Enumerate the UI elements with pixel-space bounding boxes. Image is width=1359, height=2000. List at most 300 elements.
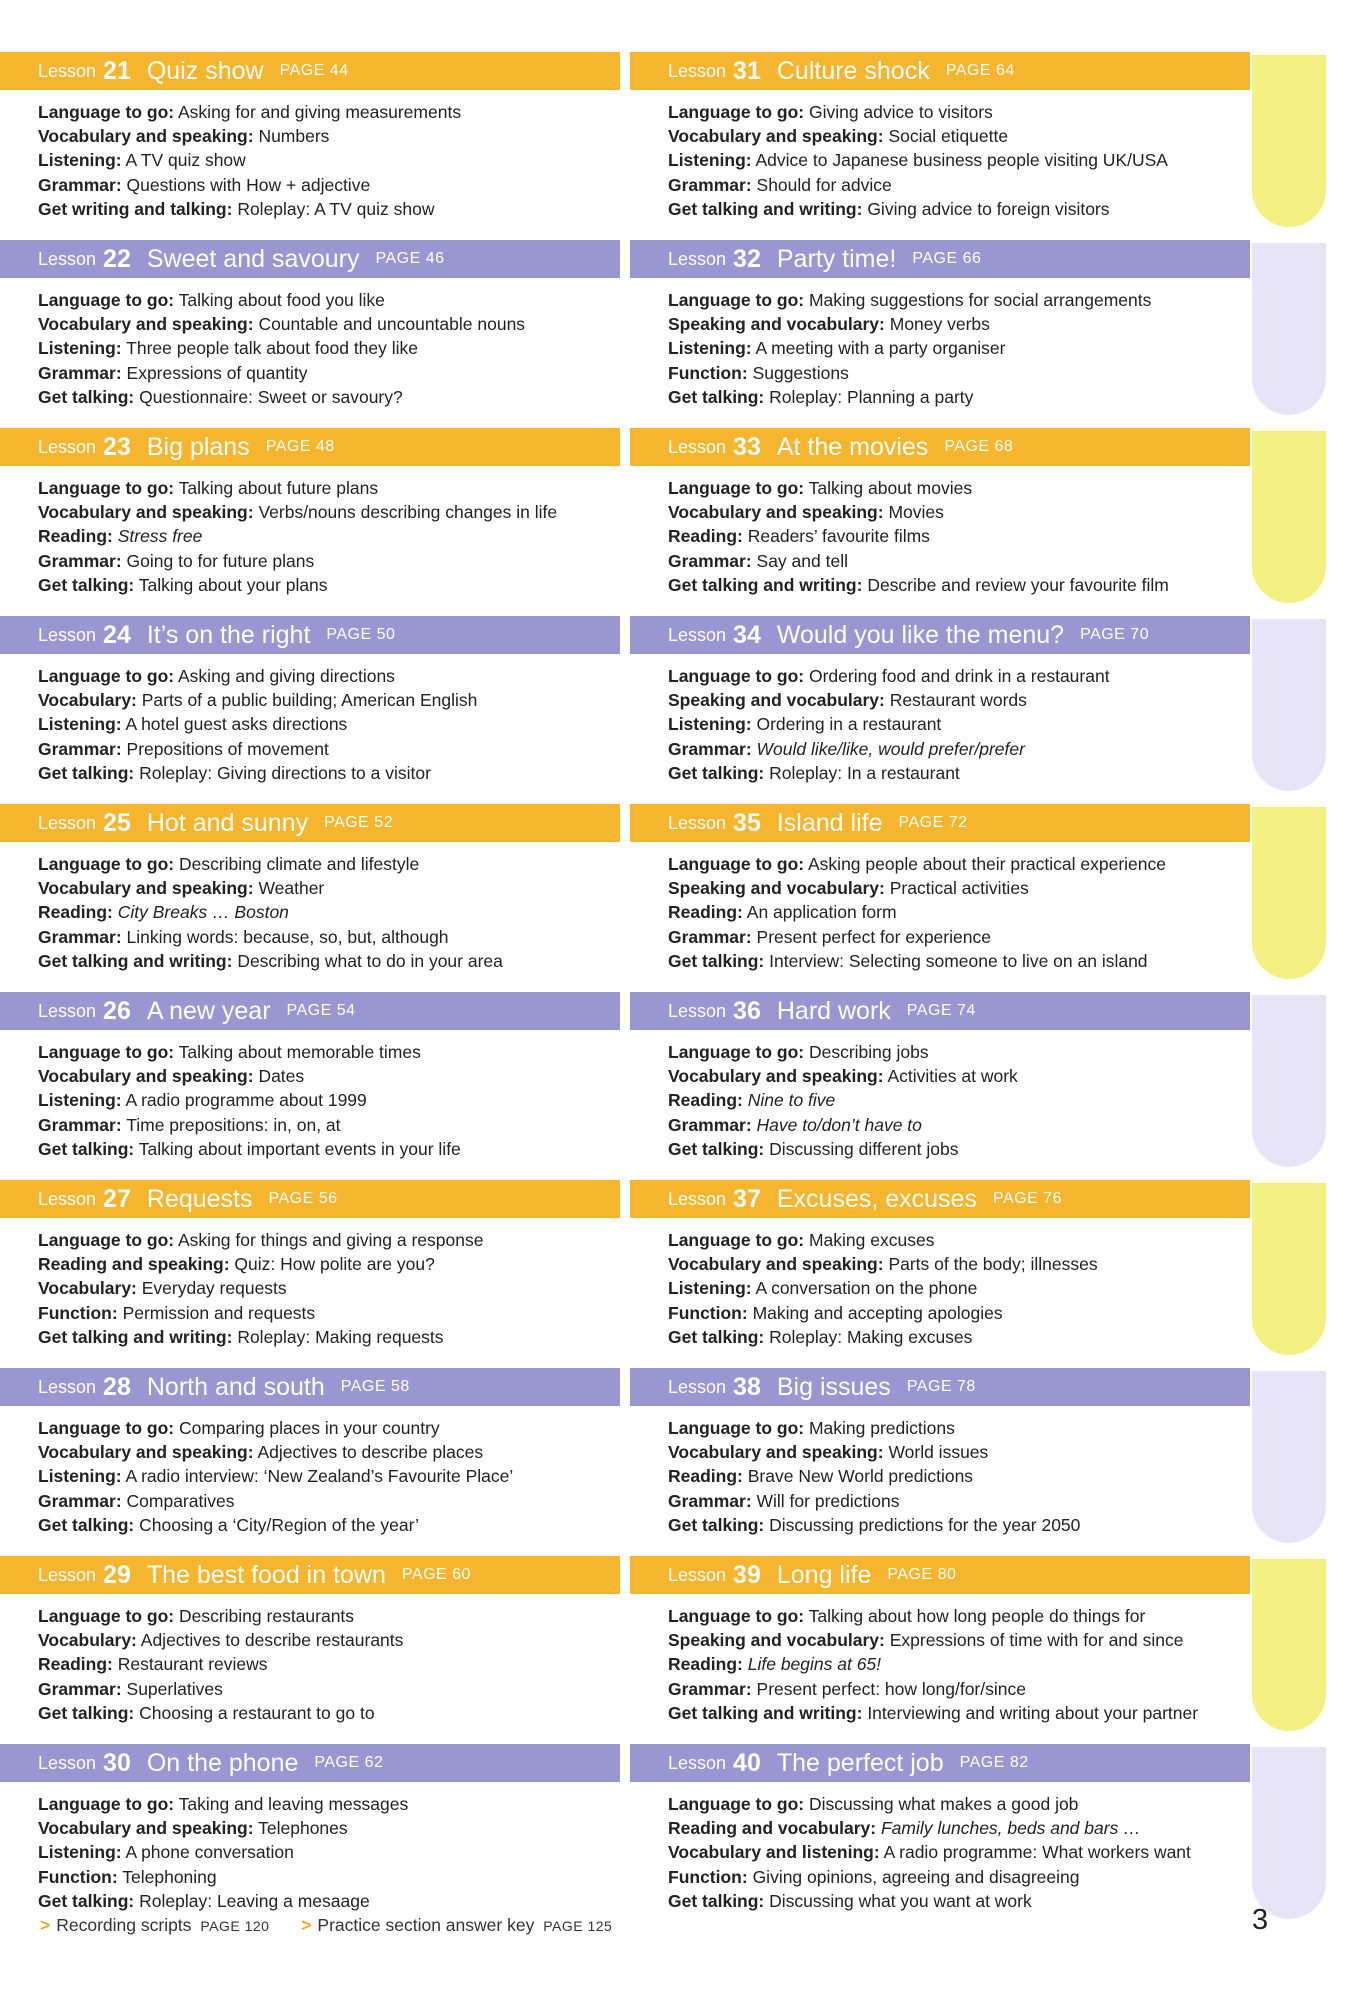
lesson-number: 24 — [103, 620, 131, 649]
item-label: Grammar: — [38, 1490, 122, 1511]
lesson-item — [38, 1088, 620, 1112]
lesson-item — [38, 1604, 620, 1628]
item-label: Function: — [668, 362, 748, 383]
lesson-items — [38, 1416, 620, 1537]
lesson-block-23[interactable] — [0, 428, 620, 608]
lesson-item — [668, 361, 1250, 385]
item-label: Get talking: — [38, 1138, 135, 1159]
lesson-title: Big issues — [776, 1372, 891, 1401]
item-text: Talking about food you like — [174, 290, 385, 310]
lesson-item — [668, 1416, 1250, 1440]
item-label: Grammar: — [38, 926, 122, 947]
lesson-word: Lesson — [38, 1376, 97, 1397]
item-label: Get talking: — [668, 386, 765, 407]
lesson-header[interactable] — [0, 616, 620, 654]
item-label: Reading: — [668, 902, 743, 923]
item-label: Get writing and talking: — [38, 198, 233, 219]
lesson-header[interactable] — [630, 804, 1250, 842]
lesson-title: Hot and sunny — [146, 808, 309, 837]
lesson-item — [668, 549, 1250, 573]
item-text: Discussing what makes a good job — [804, 1794, 1079, 1814]
item-text: Asking for and giving measurements — [174, 102, 462, 122]
lesson-items — [38, 476, 620, 597]
lesson-item — [38, 1228, 620, 1252]
answer-key-link[interactable]: Practice section answer key — [317, 1915, 535, 1935]
lesson-title: Requests — [146, 1184, 253, 1213]
lesson-number: 32 — [733, 244, 761, 273]
lesson-item — [668, 173, 1250, 197]
item-text: Describing jobs — [804, 1042, 929, 1062]
lesson-items — [668, 288, 1250, 409]
item-text: Asking people about their practical experience — [804, 854, 1167, 874]
lesson-item — [668, 288, 1250, 312]
lesson-block-33[interactable] — [630, 428, 1250, 608]
item-text: Restaurant words — [884, 690, 1027, 711]
lesson-word: Lesson — [38, 624, 97, 645]
item-label: Vocabulary and speaking: — [38, 1066, 254, 1087]
item-text: A meeting with a party organiser — [751, 338, 1006, 359]
item-label: Reading and speaking: — [38, 1254, 230, 1275]
lesson-word: Lesson — [668, 248, 727, 269]
lesson-item — [38, 949, 620, 973]
item-text: Telephoning — [117, 1866, 217, 1887]
item-text: Giving opinions, agreeing and disagreeing — [747, 1866, 1080, 1887]
item-label: Language to go: — [668, 1418, 805, 1438]
item-text: Parts of the body; illnesses — [883, 1254, 1098, 1275]
lesson-header[interactable] — [630, 616, 1250, 654]
item-text: Talking about how long people do things for — [804, 1606, 1146, 1626]
item-label: Listening: — [668, 1278, 752, 1299]
lesson-block-31[interactable] — [630, 52, 1250, 232]
lesson-item — [668, 1252, 1250, 1276]
lesson-number: 37 — [733, 1184, 761, 1213]
lesson-item — [668, 1604, 1250, 1628]
lesson-page: PAGE 64 — [945, 62, 1015, 79]
item-label: Language to go: — [668, 102, 805, 122]
item-label: Get talking: — [38, 762, 135, 783]
item-label: Listening: — [38, 1842, 122, 1863]
item-text: World issues — [883, 1442, 989, 1463]
item-label: Grammar: — [668, 1678, 752, 1699]
lesson-title: Hard work — [776, 996, 891, 1025]
lesson-title: Island life — [776, 808, 883, 837]
lesson-items — [668, 664, 1250, 785]
lesson-item — [38, 336, 620, 360]
lesson-page: PAGE 58 — [340, 1378, 410, 1395]
lesson-block-28[interactable] — [0, 1368, 620, 1548]
item-text: Superlatives — [121, 1678, 223, 1699]
lesson-item — [38, 876, 620, 900]
item-label: Vocabulary and speaking: — [38, 314, 254, 335]
item-label: Vocabulary and speaking: — [38, 1442, 254, 1463]
item-label: Vocabulary: — [38, 690, 137, 711]
lesson-header[interactable] — [0, 1744, 620, 1782]
recording-scripts-page: PAGE 120 — [200, 1918, 270, 1934]
lesson-item — [38, 1792, 620, 1816]
lesson-number: 26 — [103, 996, 131, 1025]
lesson-item — [38, 761, 620, 785]
item-text: Activities at work — [883, 1066, 1018, 1087]
item-label: Vocabulary and listening: — [668, 1842, 880, 1863]
item-text: Movies — [883, 502, 944, 523]
item-label: Function: — [668, 1302, 748, 1323]
lesson-word: Lesson — [38, 1188, 97, 1209]
item-text: Talking about important events in your life — [134, 1138, 461, 1159]
item-label: Language to go: — [38, 290, 175, 310]
lesson-header[interactable] — [630, 428, 1250, 466]
item-text: Roleplay: Planning a party — [764, 386, 974, 407]
lesson-item — [668, 1628, 1250, 1652]
lesson-item — [38, 1677, 620, 1701]
lesson-number: 33 — [733, 432, 761, 461]
lesson-number: 36 — [733, 996, 761, 1025]
item-text: Roleplay: Making requests — [232, 1326, 444, 1347]
item-label: Grammar: — [38, 174, 122, 195]
item-label: Reading: — [668, 1466, 743, 1487]
item-text: Talking about your plans — [134, 574, 328, 595]
item-label: Vocabulary and speaking: — [668, 1254, 884, 1275]
item-text: Family lunches, beds and bars … — [876, 1818, 1141, 1839]
item-text: Telephones — [253, 1818, 348, 1839]
lesson-title: Would you like the menu? — [776, 620, 1065, 649]
item-text: A radio programme about 1999 — [121, 1090, 367, 1111]
lesson-item — [38, 124, 620, 148]
lesson-block-37[interactable] — [630, 1180, 1250, 1360]
lesson-number: 35 — [733, 808, 761, 837]
item-text: Linking words: because, so, but, although — [121, 926, 449, 947]
item-text: Choosing a ‘City/Region of the year’ — [134, 1514, 419, 1535]
lesson-item — [38, 1513, 620, 1537]
lesson-item — [668, 737, 1250, 761]
item-label: Language to go: — [668, 854, 805, 874]
item-label: Grammar: — [38, 550, 122, 571]
lesson-item — [668, 852, 1250, 876]
lesson-items — [38, 852, 620, 973]
lesson-block-24[interactable] — [0, 616, 620, 796]
item-label: Vocabulary and speaking: — [38, 502, 254, 523]
lesson-page: PAGE 78 — [906, 1378, 976, 1395]
lesson-block-26[interactable] — [0, 992, 620, 1172]
item-text: City Breaks … Boston — [112, 902, 289, 923]
lesson-item — [38, 1840, 620, 1864]
lesson-item — [38, 852, 620, 876]
lesson-items — [668, 1604, 1250, 1725]
item-label: Language to go: — [38, 1794, 175, 1814]
item-label: Language to go: — [668, 1794, 805, 1814]
lesson-word: Lesson — [668, 624, 727, 645]
lesson-items — [38, 288, 620, 409]
lesson-header[interactable] — [630, 1368, 1250, 1406]
lesson-item — [668, 573, 1250, 597]
lesson-item — [668, 1137, 1250, 1161]
lesson-page: PAGE 44 — [279, 62, 349, 79]
lesson-block-32[interactable] — [630, 240, 1250, 420]
item-text: Adjectives to describe restaurants — [136, 1630, 404, 1651]
lesson-item — [38, 1628, 620, 1652]
lesson-item — [38, 688, 620, 712]
lesson-word: Lesson — [668, 812, 727, 833]
item-text: A TV quiz show — [121, 150, 246, 171]
lesson-item — [668, 1088, 1250, 1112]
lesson-block-39[interactable] — [630, 1556, 1250, 1736]
lesson-number: 21 — [103, 56, 131, 85]
lesson-items — [668, 852, 1250, 973]
item-text: Money verbs — [884, 314, 990, 335]
lesson-block-40[interactable] — [630, 1744, 1250, 1924]
recording-scripts-link[interactable]: Recording scripts — [56, 1915, 192, 1935]
lesson-item — [668, 876, 1250, 900]
lesson-word: Lesson — [38, 1000, 97, 1021]
lesson-number: 29 — [103, 1560, 131, 1589]
item-label: Language to go: — [668, 478, 805, 498]
lesson-item — [38, 1137, 620, 1161]
lesson-header[interactable] — [0, 804, 620, 842]
item-text: Life begins at 65! — [742, 1654, 882, 1675]
item-text: Making predictions — [804, 1418, 955, 1438]
lesson-header[interactable] — [0, 1556, 620, 1594]
item-label: Grammar: — [668, 550, 752, 571]
item-text: Will for predictions — [751, 1490, 900, 1511]
item-label: Grammar: — [38, 1114, 122, 1135]
lesson-block-36[interactable] — [630, 992, 1250, 1172]
item-label: Grammar: — [668, 926, 752, 947]
lesson-items — [668, 1228, 1250, 1349]
lesson-header[interactable] — [630, 992, 1250, 1030]
item-label: Grammar: — [38, 362, 122, 383]
item-text: Discussing what you want at work — [764, 1890, 1032, 1911]
item-label: Vocabulary and speaking: — [38, 1818, 254, 1839]
item-label: Speaking and vocabulary: — [668, 314, 885, 335]
lesson-item — [668, 148, 1250, 172]
lesson-word: Lesson — [38, 60, 97, 81]
lesson-header[interactable] — [0, 52, 620, 90]
item-label: Grammar: — [38, 738, 122, 759]
item-label: Grammar: — [668, 1490, 752, 1511]
lesson-number: 31 — [733, 56, 761, 85]
item-text: A conversation on the phone — [751, 1278, 978, 1299]
item-label: Get talking: — [668, 1514, 765, 1535]
item-label: Listening: — [668, 150, 752, 171]
lesson-title: Excuses, excuses — [776, 1184, 977, 1213]
lesson-page: PAGE 50 — [326, 626, 396, 643]
lesson-header[interactable] — [630, 240, 1250, 278]
item-label: Grammar: — [668, 738, 752, 759]
item-label: Grammar: — [668, 174, 752, 195]
item-label: Get talking and writing: — [668, 1702, 863, 1723]
lesson-title: Long life — [776, 1560, 872, 1589]
lesson-block-25[interactable] — [0, 804, 620, 984]
side-tab — [1252, 55, 1326, 227]
item-text: Everyday requests — [136, 1278, 287, 1299]
lesson-title: The best food in town — [146, 1560, 386, 1589]
item-text: Expressions of quantity — [121, 362, 308, 383]
lesson-item — [668, 1325, 1250, 1349]
lesson-block-27[interactable] — [0, 1180, 620, 1360]
lesson-item — [38, 900, 620, 924]
lesson-title: Sweet and savoury — [146, 244, 360, 273]
item-text: Talking about future plans — [174, 478, 379, 498]
arrow-icon: > — [301, 1915, 312, 1935]
item-text: Time prepositions: in, on, at — [121, 1114, 341, 1135]
item-label: Get talking: — [38, 1702, 135, 1723]
item-label: Get talking: — [38, 1514, 135, 1535]
item-label: Language to go: — [38, 1606, 175, 1626]
lesson-item — [668, 1701, 1250, 1725]
side-tabs — [1252, 55, 1326, 1935]
lesson-header[interactable] — [630, 1744, 1250, 1782]
item-label: Language to go: — [38, 854, 175, 874]
lesson-item — [38, 1652, 620, 1676]
lesson-items — [668, 1416, 1250, 1537]
lesson-item — [668, 761, 1250, 785]
item-label: Get talking: — [668, 950, 765, 971]
item-text: Asking and giving directions — [174, 666, 395, 686]
item-text: Adjectives to describe places — [253, 1442, 484, 1463]
item-text: Weather — [253, 878, 325, 899]
lesson-block-38[interactable] — [630, 1368, 1250, 1548]
item-label: Language to go: — [38, 1418, 175, 1438]
item-text: An application form — [742, 902, 897, 923]
item-label: Grammar: — [38, 1678, 122, 1699]
lesson-word: Lesson — [38, 812, 97, 833]
lesson-header[interactable] — [0, 1180, 620, 1218]
side-tab — [1252, 995, 1326, 1167]
lesson-items — [38, 1228, 620, 1349]
lesson-item — [668, 1228, 1250, 1252]
lesson-number: 34 — [733, 620, 761, 649]
lesson-item — [668, 1040, 1250, 1064]
lesson-item — [38, 1040, 620, 1064]
lesson-title: Big plans — [146, 432, 250, 461]
item-text: Brave New World predictions — [742, 1466, 974, 1487]
lesson-block-22[interactable] — [0, 240, 620, 420]
item-label: Language to go: — [38, 1042, 175, 1062]
item-text: Permission and requests — [117, 1302, 316, 1323]
item-text: Social etiquette — [883, 126, 1009, 147]
lesson-block-34[interactable] — [630, 616, 1250, 796]
lesson-item — [38, 712, 620, 736]
lesson-header[interactable] — [0, 240, 620, 278]
lesson-item — [668, 385, 1250, 409]
lesson-item — [668, 1113, 1250, 1137]
item-label: Get talking: — [668, 1890, 765, 1911]
lesson-item — [38, 737, 620, 761]
item-text: Taking and leaving messages — [174, 1794, 409, 1814]
lesson-item — [668, 1652, 1250, 1676]
lesson-word: Lesson — [668, 436, 727, 457]
item-text: Parts of a public building; American English — [136, 690, 478, 711]
footer — [40, 1915, 612, 1936]
lesson-item — [668, 925, 1250, 949]
item-text: Present perfect: how long/for/since — [751, 1678, 1026, 1699]
side-tab — [1252, 619, 1326, 791]
lesson-word: Lesson — [668, 60, 727, 81]
lesson-item — [38, 197, 620, 221]
lesson-page: PAGE 56 — [268, 1190, 338, 1207]
item-text: Countable and uncountable nouns — [253, 314, 526, 335]
lesson-page: PAGE 48 — [265, 438, 335, 455]
lesson-item — [668, 524, 1250, 548]
lesson-items — [668, 1040, 1250, 1161]
lesson-items — [668, 100, 1250, 221]
lesson-number: 39 — [733, 1560, 761, 1589]
item-text: Have to/don’t have to — [751, 1114, 922, 1135]
item-text: Comparatives — [121, 1490, 235, 1511]
item-text: Expressions of time with for and since — [884, 1630, 1184, 1651]
item-label: Language to go: — [668, 1230, 805, 1250]
lesson-item — [668, 664, 1250, 688]
lesson-title: Party time! — [776, 244, 897, 273]
item-label: Get talking: — [668, 762, 765, 783]
lesson-item — [668, 712, 1250, 736]
lesson-header[interactable] — [630, 1556, 1250, 1594]
item-text: Roleplay: Making excuses — [764, 1326, 973, 1347]
item-text: Ordering food and drink in a restaurant — [804, 666, 1110, 686]
item-text: Making excuses — [804, 1230, 935, 1250]
lesson-header[interactable] — [0, 428, 620, 466]
item-text: Quiz: How polite are you? — [229, 1254, 435, 1275]
lesson-number: 27 — [103, 1184, 131, 1213]
lesson-header[interactable] — [0, 1368, 620, 1406]
item-label: Language to go: — [38, 1230, 175, 1250]
item-label: Grammar: — [668, 1114, 752, 1135]
lesson-item — [668, 197, 1250, 221]
lesson-word: Lesson — [38, 248, 97, 269]
lesson-header[interactable] — [630, 52, 1250, 90]
lesson-header[interactable] — [0, 992, 620, 1030]
lesson-item — [38, 1464, 620, 1488]
lesson-block-35[interactable] — [630, 804, 1250, 984]
lesson-items — [668, 476, 1250, 597]
lesson-page: PAGE 62 — [314, 1754, 384, 1771]
lesson-item — [38, 1113, 620, 1137]
lesson-item — [668, 1064, 1250, 1088]
item-label: Vocabulary: — [38, 1630, 137, 1651]
item-text: Asking for things and giving a response — [174, 1230, 484, 1250]
lesson-page: PAGE 80 — [887, 1566, 957, 1583]
item-label: Function: — [38, 1302, 118, 1323]
lesson-block-21[interactable] — [0, 52, 620, 232]
item-label: Reading and vocabulary: — [668, 1818, 877, 1839]
item-label: Language to go: — [38, 478, 175, 498]
lesson-item — [38, 476, 620, 500]
lesson-block-29[interactable] — [0, 1556, 620, 1736]
item-label: Get talking: — [38, 386, 135, 407]
lesson-item — [38, 1276, 620, 1300]
item-label: Get talking and writing: — [38, 1326, 233, 1347]
lesson-header[interactable] — [630, 1180, 1250, 1218]
lesson-item — [668, 1840, 1250, 1864]
item-label: Vocabulary and speaking: — [38, 126, 254, 147]
lesson-block-30[interactable] — [0, 1744, 620, 1924]
lesson-number: 40 — [733, 1748, 761, 1777]
item-text: A radio interview: ‘New Zealand’s Favourite Place’ — [121, 1466, 514, 1487]
lesson-item — [38, 1252, 620, 1276]
item-label: Vocabulary and speaking: — [668, 502, 884, 523]
lesson-word: Lesson — [668, 1752, 727, 1773]
lesson-title: Culture shock — [776, 56, 930, 85]
item-label: Language to go: — [668, 290, 805, 310]
lesson-item — [668, 1865, 1250, 1889]
item-text: Making and accepting apologies — [747, 1302, 1003, 1323]
item-label: Listening: — [668, 714, 752, 735]
item-text: Restaurant reviews — [112, 1654, 268, 1675]
item-text: Describing restaurants — [174, 1606, 355, 1626]
lesson-item — [668, 336, 1250, 360]
lesson-item — [38, 361, 620, 385]
lesson-item — [668, 1276, 1250, 1300]
item-text: Comparing places in your country — [174, 1418, 440, 1438]
